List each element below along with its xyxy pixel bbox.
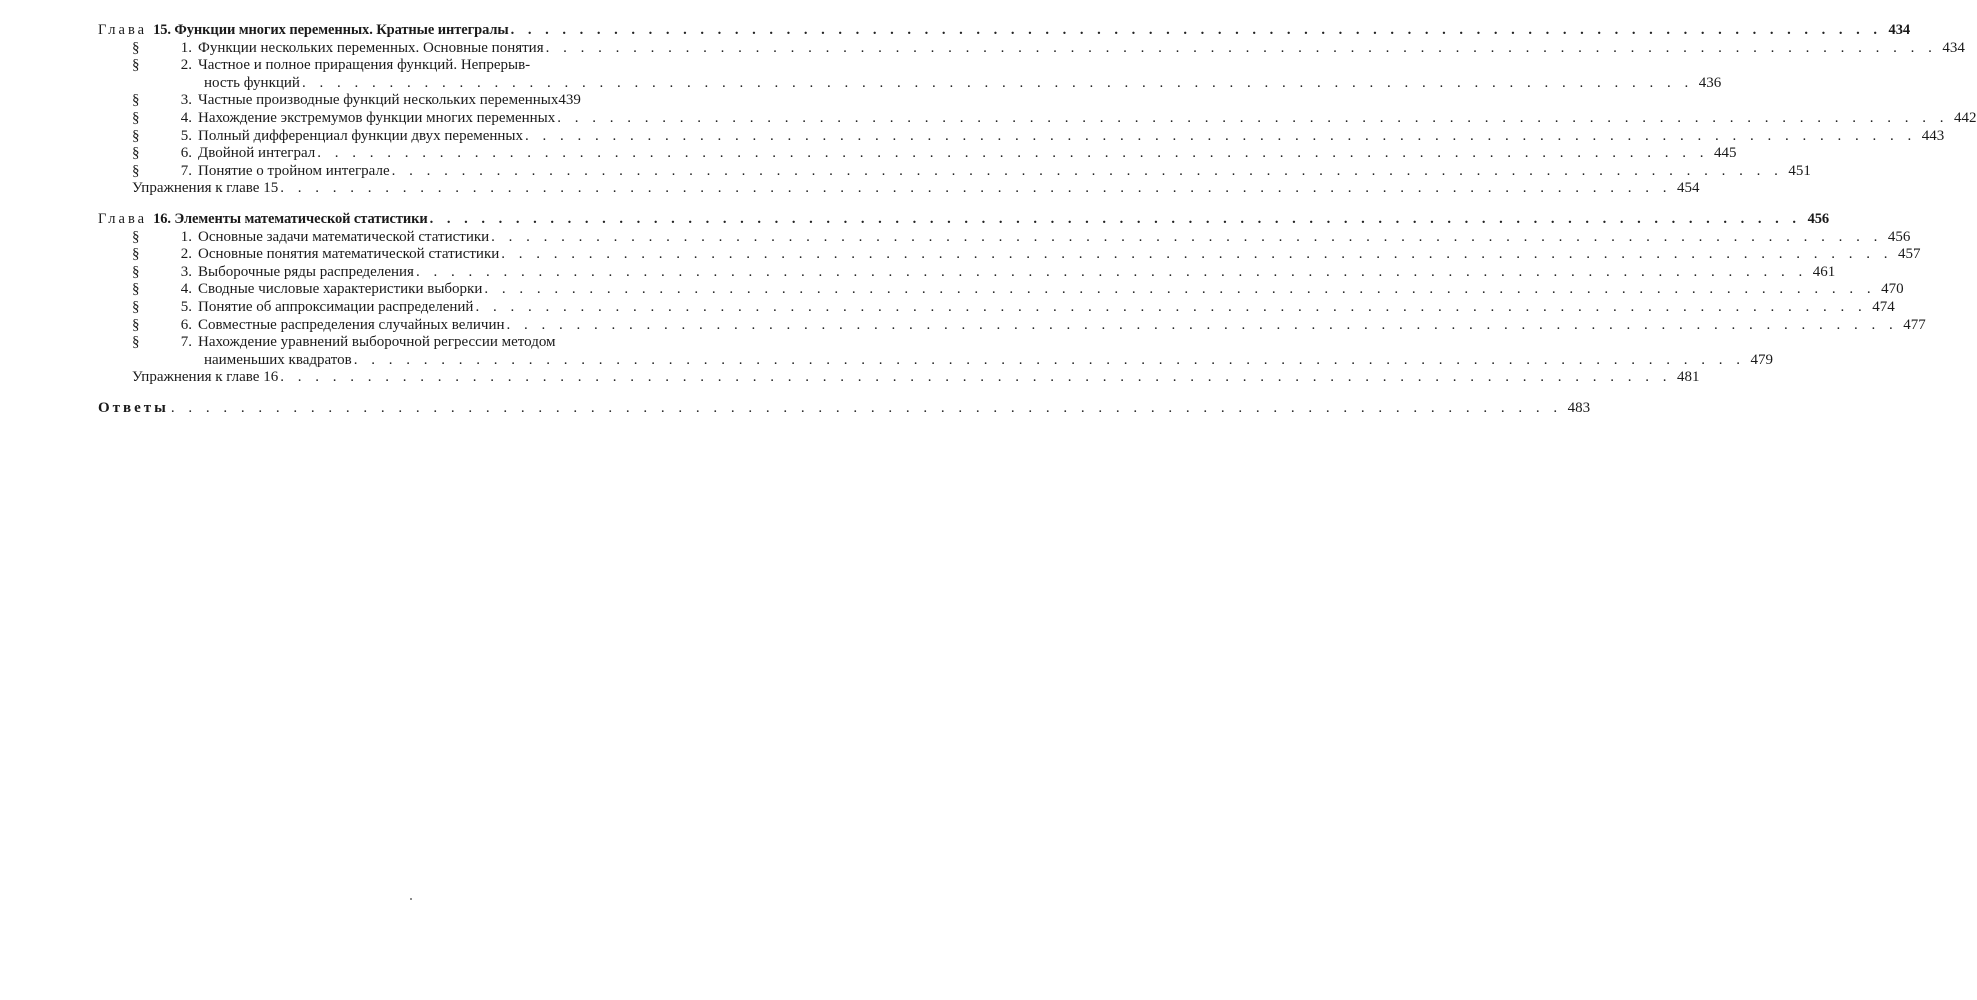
- page-number: 470: [1881, 281, 1904, 298]
- toc-entry: [98, 92, 636, 110]
- section-number: 4.: [180, 109, 192, 126]
- page-number: 434: [1888, 22, 1910, 38]
- leader-dots: [491, 229, 1882, 247]
- section-mark: §: [132, 263, 140, 280]
- page-number: 443: [1921, 127, 1945, 144]
- toc-entry: [98, 246, 1921, 264]
- section-number: 5.: [180, 298, 192, 315]
- toc-entry: [98, 127, 1945, 146]
- section-number: 3.: [180, 263, 192, 280]
- leader-dots: [354, 352, 1745, 370]
- section-title: Понятие о тройном интеграле: [198, 162, 390, 179]
- section-number: 4.: [180, 281, 192, 298]
- section-number: 1.: [180, 228, 192, 245]
- section-number: 5.: [180, 127, 192, 144]
- section-title: Выборочные ряды распределения: [198, 263, 414, 280]
- leader-dots: [475, 299, 1866, 317]
- section-mark: §: [132, 127, 140, 144]
- leader-dots: [484, 281, 1875, 299]
- section-mark: §: [132, 109, 140, 126]
- chapter-15: [98, 22, 1977, 198]
- chapter-number: 15.: [153, 22, 171, 38]
- section-number: 3.: [180, 92, 192, 109]
- toc-exercises: [98, 180, 1700, 198]
- toc-entry: [98, 316, 1926, 335]
- leader-dots: [511, 22, 1882, 40]
- leader-dots: [507, 317, 1898, 335]
- page-number: 483: [1567, 399, 1591, 416]
- section-number: 6.: [180, 145, 192, 162]
- section-title-continuation: наименьших квадратов: [204, 351, 352, 368]
- section-number: 7.: [180, 162, 192, 179]
- section-title: Сводные числовые характеристики выборки: [198, 281, 483, 298]
- toc-entry: [98, 39, 1965, 58]
- chapter-label: Глава: [98, 210, 148, 227]
- section-title: Нахождение уравнений выборочной регрессии методом: [198, 334, 556, 351]
- section-title: Основные понятия математической статистики: [198, 246, 500, 263]
- exercises-title: Упражнения к главе 16: [132, 369, 279, 386]
- section-mark: §: [132, 162, 140, 179]
- leader-dots: [525, 128, 1916, 146]
- toc-entry: [98, 298, 1895, 317]
- leader-dots: [501, 246, 1892, 264]
- toc-entry: [98, 57, 636, 75]
- section-title: Двойной интеграл: [198, 145, 316, 162]
- page-number: 436: [1698, 74, 1722, 91]
- section-mark: §: [132, 281, 140, 298]
- leader-dots: [171, 400, 1562, 418]
- section-title: Совместные распределения случайных величин: [198, 316, 505, 333]
- section-title: Частное и полное приращения функций. Непрерыв-: [198, 57, 531, 74]
- section-title: Частные производные функций нескольких переменных: [198, 92, 559, 109]
- toc-entry: [98, 263, 1836, 282]
- section-mark: §: [132, 92, 140, 109]
- leader-dots: [557, 110, 1948, 128]
- chapter-title: Элементы математической статистики: [174, 210, 428, 227]
- chapter-heading: [98, 210, 1830, 229]
- toc-answers: [98, 399, 1591, 418]
- section-number: 2.: [180, 246, 192, 263]
- chapter-label: Глава: [98, 22, 148, 38]
- page-number: 439: [558, 92, 581, 109]
- page-number: 477: [1903, 316, 1926, 333]
- section-number: 6.: [180, 316, 192, 333]
- leader-dots: [280, 369, 1671, 387]
- section-title: Функции нескольких переменных. Основные понятия: [198, 39, 544, 56]
- section-title: Полный дифференциал функции двух переменных: [198, 127, 524, 144]
- section-title: Нахождение экстремумов функции многих переменных: [198, 109, 556, 126]
- chapter-number: 16.: [153, 210, 171, 227]
- page-number: 481: [1676, 369, 1700, 386]
- toc-entry-continuation: [98, 351, 1773, 370]
- section-title: Понятие об аппроксимации распределений: [198, 298, 474, 315]
- section-mark: §: [132, 145, 140, 162]
- page-number: 451: [1788, 162, 1811, 179]
- page-number: 461: [1812, 263, 1836, 280]
- section-mark: §: [132, 246, 140, 263]
- toc-entry: [98, 162, 1811, 181]
- page-number: 456: [1887, 228, 1911, 245]
- section-mark: §: [132, 334, 140, 351]
- section-mark: §: [132, 57, 140, 74]
- chapter-title: Функции многих переменных. Кратные интегралы: [174, 22, 509, 38]
- page-number: 445: [1714, 145, 1737, 162]
- leader-dots: [430, 211, 1801, 229]
- toc-entry: [98, 228, 1911, 247]
- section-title: Основные задачи математической статистики: [198, 228, 490, 245]
- toc-exercises: [98, 369, 1700, 387]
- toc-entry: [98, 145, 1737, 163]
- toc-entry: [98, 109, 1977, 128]
- leader-dots: [302, 75, 1693, 93]
- page-number: 456: [1807, 210, 1830, 227]
- print-speck: [410, 898, 412, 900]
- page-number: 457: [1898, 246, 1921, 263]
- toc-entry-continuation: [98, 74, 1722, 93]
- table-of-contents: [98, 22, 1977, 417]
- page-number: 434: [1942, 39, 1965, 56]
- page-number: 442: [1954, 109, 1977, 126]
- toc-entry: [98, 334, 636, 352]
- section-mark: §: [132, 298, 140, 315]
- leader-dots: [416, 264, 1807, 282]
- exercises-title: Упражнения к главе 15: [132, 180, 279, 197]
- section-mark: §: [132, 316, 140, 333]
- chapter-heading: [98, 22, 1910, 40]
- page-number: 479: [1750, 351, 1773, 368]
- page-number: 474: [1872, 298, 1895, 315]
- section-number: 7.: [180, 334, 192, 351]
- section-mark: §: [132, 39, 140, 56]
- section-mark: §: [132, 228, 140, 245]
- leader-dots: [280, 180, 1671, 198]
- leader-dots: [546, 40, 1937, 58]
- leader-dots: [317, 145, 1708, 163]
- section-number: 2.: [180, 57, 192, 74]
- toc-entry: [98, 281, 1904, 299]
- answers-title: Ответы: [98, 399, 169, 416]
- chapter-16: [98, 210, 1926, 387]
- section-number: 1.: [180, 39, 192, 56]
- leader-dots: [392, 163, 1783, 181]
- section-title-continuation: ность функций: [204, 74, 300, 91]
- page-number: 454: [1676, 180, 1700, 197]
